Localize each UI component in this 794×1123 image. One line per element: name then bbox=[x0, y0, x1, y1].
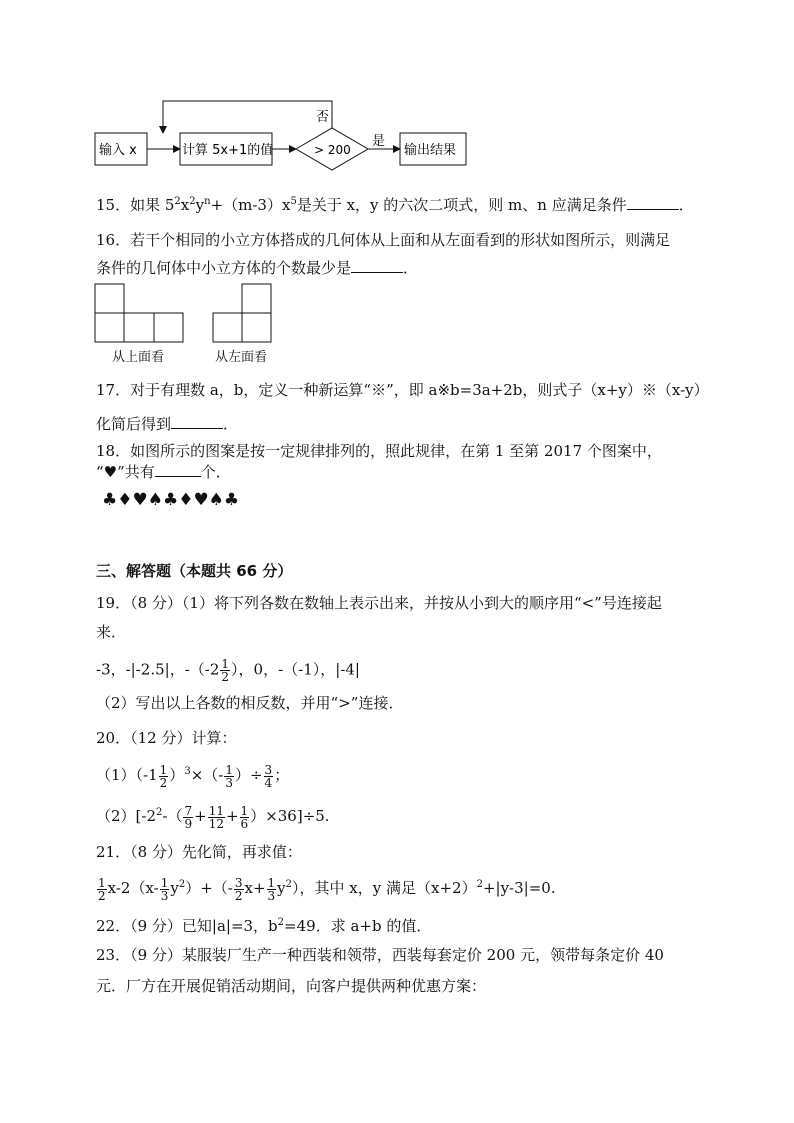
section-title: 三、解答题（本题共 66 分） bbox=[96, 562, 293, 580]
answer-blank[interactable] bbox=[171, 414, 223, 429]
condition-label: > 200 bbox=[314, 143, 351, 157]
question-19-line1: 19．（8 分）（1）将下列各数在数轴上表示出来，并按从小到大的顺序用“<”号连接起 bbox=[96, 594, 662, 612]
question-17-line2: 化简后得到 ． bbox=[96, 415, 239, 433]
question-23-line1: 23．（9 分）某服装厂生产一种西装和领带，西装每套定价 200 元，领带每条定价 40 bbox=[96, 946, 664, 964]
question-20-part1: （1）（-1 $\frac{1}{2}$ ）$^3$×（- $\frac{1}{3}$ ）÷ $\frac{3}{4}$ ； bbox=[96, 762, 290, 790]
input-label: 输入 x bbox=[99, 143, 137, 158]
cube-views bbox=[0, 280, 794, 350]
question-19-numbers: -3，-|-2.5|，-（-2 $\frac{1}{2}$ ），0，-（-1），|-4| bbox=[96, 657, 360, 684]
question-20-part2: $(2)[-2^2-$（ $\frac{7}{9}$ + $\frac{11}{12}$ + $\frac{1}{6}$ ）×36]÷5. bbox=[96, 803, 330, 831]
yes-label: 是 bbox=[372, 134, 386, 149]
question-15: 15．如果 $5^2x^2y^n+(m-3)x^5$是关于 x，y 的六次二项式，则 m、n 应满足条件 ． bbox=[96, 196, 694, 214]
question-16-line2: 条件的几何体中小立方体的个数最少是 ． bbox=[96, 259, 419, 277]
question-19-part2: （2）写出以上各数的相反数，并用“>”连接． bbox=[96, 694, 404, 712]
top-view bbox=[95, 284, 183, 342]
suit-pattern: ♣♦♥♠♣♦♥♠♣ bbox=[102, 490, 240, 510]
no-label: 否 bbox=[316, 110, 330, 125]
output-label: 输出结果 bbox=[404, 143, 457, 158]
question-23-line2: 元．厂方在开展促销活动期间，向客户提供两种优惠方案： bbox=[96, 977, 487, 995]
answer-blank[interactable] bbox=[351, 258, 403, 273]
answer-blank[interactable] bbox=[627, 195, 679, 210]
caption-top-view: 从上面看 bbox=[112, 350, 165, 365]
question-17-line1: 17．对于有理数 a，b，定义一种新运算“※”，即 a※b=3a+2b，则式子（x+y）※（x-y） bbox=[96, 381, 709, 399]
compute-label: 计算 5x+1的值 bbox=[182, 143, 274, 158]
left-view bbox=[213, 284, 271, 342]
question-22: 22．（9 分）已知|a|=3，$b^2=49$．求 a+b 的值． bbox=[96, 917, 432, 935]
question-19-line2: 来． bbox=[96, 623, 127, 641]
caption-left-view: 从左面看 bbox=[215, 350, 268, 365]
flowchart bbox=[0, 0, 794, 180]
question-18-line2: “♥”共有 个． bbox=[96, 463, 231, 481]
question-16-line1: 16．若干个相同的小立方体搭成的几何体从上面和从左面看到的形状如图所示，则满足 bbox=[96, 231, 671, 249]
question-18-line1: 18．如图所示的图案是按一定规律排列的，照此规律，在第 1 至第 2017 个图案中， bbox=[96, 442, 662, 460]
question-20-line1: 20．（12 分）计算： bbox=[96, 729, 237, 747]
loop-arrow bbox=[163, 101, 332, 133]
question-21-line1: 21．（8 分）先化简，再求值： bbox=[96, 843, 302, 861]
question-21-expression: $\frac{1}{2}$ x-2（x- $\frac{1}{3}$ $y^2)+(-$ $\frac{3}{2}$ x+ $\frac{1}{3}$ $y^2$），其中 x，y 满足$(x+2)^2+|y-3|=0$. bbox=[98, 875, 556, 903]
answer-blank[interactable] bbox=[155, 462, 201, 477]
